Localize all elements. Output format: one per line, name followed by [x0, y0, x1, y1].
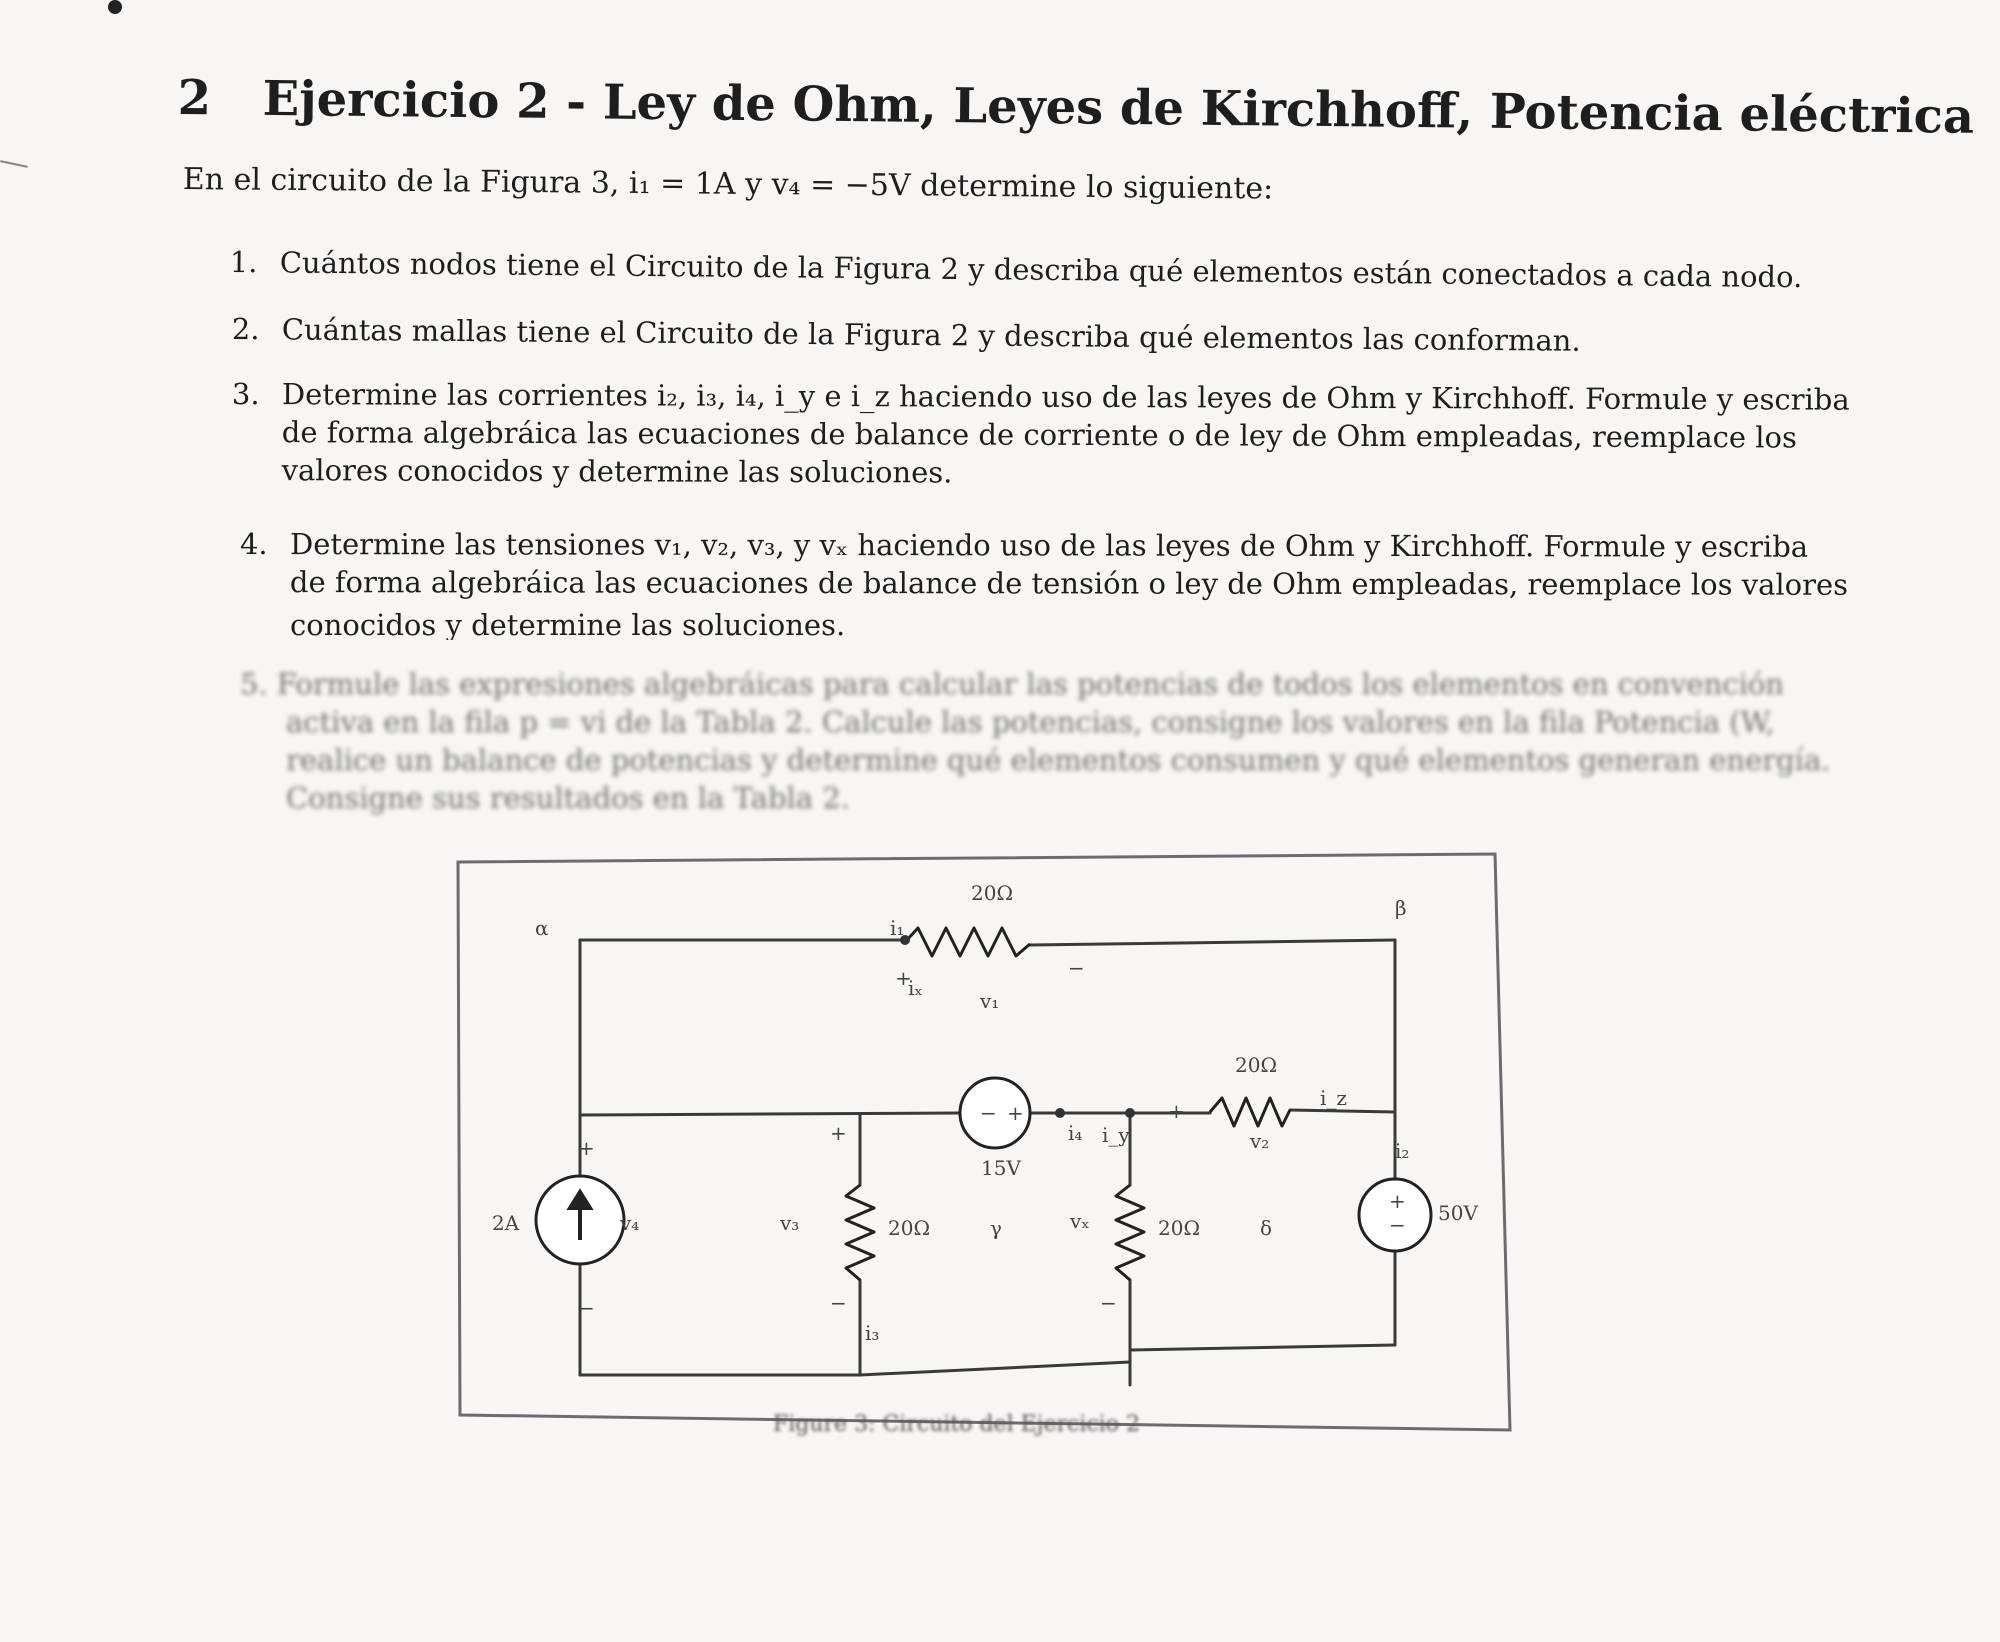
circuit-figure	[440, 840, 1540, 1460]
list-item-text-line: realice un balance de potencias y determine qué elementos consumen y qué elementos generan energía.	[286, 743, 1831, 777]
label-50v: 50V	[1438, 1201, 1478, 1225]
label-plus: +	[1007, 1101, 1024, 1125]
label-v2: v₂	[1250, 1129, 1270, 1153]
resistor-top	[905, 928, 1030, 956]
resistor-mid-left	[846, 1185, 874, 1280]
resistor-mid-right	[1116, 1185, 1144, 1280]
label-iy: i_y	[1102, 1123, 1130, 1147]
label-v4: v₄	[620, 1211, 640, 1235]
label-v1: v₁	[980, 989, 1000, 1013]
label-ix: iₓ	[908, 976, 923, 1000]
list-item-text: Cuántas mallas tiene el Circuito de la Figura 2 y describa qué elementos las conforman.	[281, 312, 1581, 358]
section-number: 2	[177, 70, 212, 127]
list-item-4	[239, 525, 1849, 602]
label-r-right: 20Ω	[1235, 1053, 1278, 1077]
label-minus: −	[830, 1291, 847, 1315]
label-plus: +	[830, 1121, 847, 1145]
label-15v: 15V	[981, 1156, 1021, 1180]
label-node-alpha: α	[535, 916, 549, 940]
label-minus: −	[1100, 1291, 1117, 1315]
resistor-right	[1210, 1098, 1290, 1126]
label-minus: −	[1068, 956, 1085, 980]
label-v3: v₃	[780, 1211, 800, 1235]
label-r-top: 20Ω	[971, 881, 1014, 905]
list-item-5-blurred	[240, 665, 1831, 817]
list-item-text-line: Determine las corrientes i₂, i₃, i₄, i_y e i_z haciendo uso de las leyes de Ohm y Kirchhoff. Formule y escriba	[281, 377, 1850, 417]
label-r-mid-right: 20Ω	[1158, 1216, 1201, 1240]
label-node-gamma: γ	[990, 1216, 1002, 1240]
list-item-text-line: valores conocidos y determine las soluciones.	[281, 453, 953, 490]
label-node-beta: β	[1395, 896, 1407, 920]
label-plus: +	[1389, 1189, 1406, 1213]
label-plus: +	[1168, 1099, 1185, 1123]
intro-paragraph: En el circuito de la Figura 3, i₁ = 1A y v₄ = −5V determine lo siguiente:	[182, 162, 1274, 207]
list-item-text-line	[240, 665, 1784, 703]
list-item-text-line: de forma algebráica las ecuaciones de balance de tensión o ley de Ohm empleadas, reemplace los valores	[289, 565, 1849, 602]
label-node-delta: δ	[1260, 1216, 1273, 1240]
label-plus: +	[895, 966, 912, 990]
label-vx: vₓ	[1070, 1209, 1090, 1233]
partially-cut-line	[240, 600, 1760, 640]
ink-spot	[108, 0, 122, 14]
list-item-number: 2.	[231, 311, 260, 347]
list-item-text: Cuántos nodos tiene el Circuito de la Figura 2 y describa qué elementos están conectados a cada nodo.	[279, 245, 1803, 295]
list-item-text-line: Consigne sus resultados en la Tabla 2.	[286, 781, 850, 815]
paper-edge-mark	[0, 160, 28, 168]
label-r-mid-left: 20Ω	[888, 1216, 931, 1240]
list-item-text-line: conocidos y determine las soluciones.	[290, 608, 846, 640]
section-title: Ejercicio 2 - Ley de Ohm, Leyes de Kirchhoff, Potencia eléctrica	[262, 70, 1975, 145]
list-item-number: 1.	[229, 244, 258, 280]
label-minus: −	[578, 1296, 595, 1320]
label-i2: i₂	[1395, 1139, 1410, 1163]
figure-caption: Figure 3: Circuito del Ejercicio 2	[773, 1412, 1140, 1437]
label-plus: +	[578, 1136, 595, 1160]
list-item-text-line: activa en la fila p = vi de la Tabla 2. Calcule las potencias, consigne los valores en la fila Potencia (W,	[286, 705, 1775, 739]
list-item-text-line: Determine las tensiones v₁, v₂, v₃, y vₓ haciendo uso de las leyes de Ohm y Kirchhoff. Formule y escriba	[289, 527, 1809, 564]
label-i3: i₃	[865, 1321, 880, 1345]
list-item-text: Formule las expresiones algebráicas para calcular las potencias de todos los elementos en convención	[276, 667, 1784, 701]
list-item-number: 4.	[239, 527, 268, 562]
label-i4: i₄	[1068, 1121, 1083, 1145]
label-i1: i₁	[890, 916, 905, 940]
list-item-number: 3.	[231, 377, 260, 412]
label-iz: i_z	[1320, 1086, 1347, 1110]
list-item-text-line: de forma algebráica las ecuaciones de balance de corriente o de ley de Ohm empleadas, reemplace los	[281, 415, 1797, 455]
section-heading	[177, 70, 1974, 145]
label-minus: −	[1389, 1213, 1406, 1237]
list-item-number: 5.	[240, 667, 268, 701]
label-2a: 2A	[492, 1211, 520, 1235]
list-item-3	[231, 375, 1850, 490]
label-minus: −	[980, 1101, 997, 1125]
